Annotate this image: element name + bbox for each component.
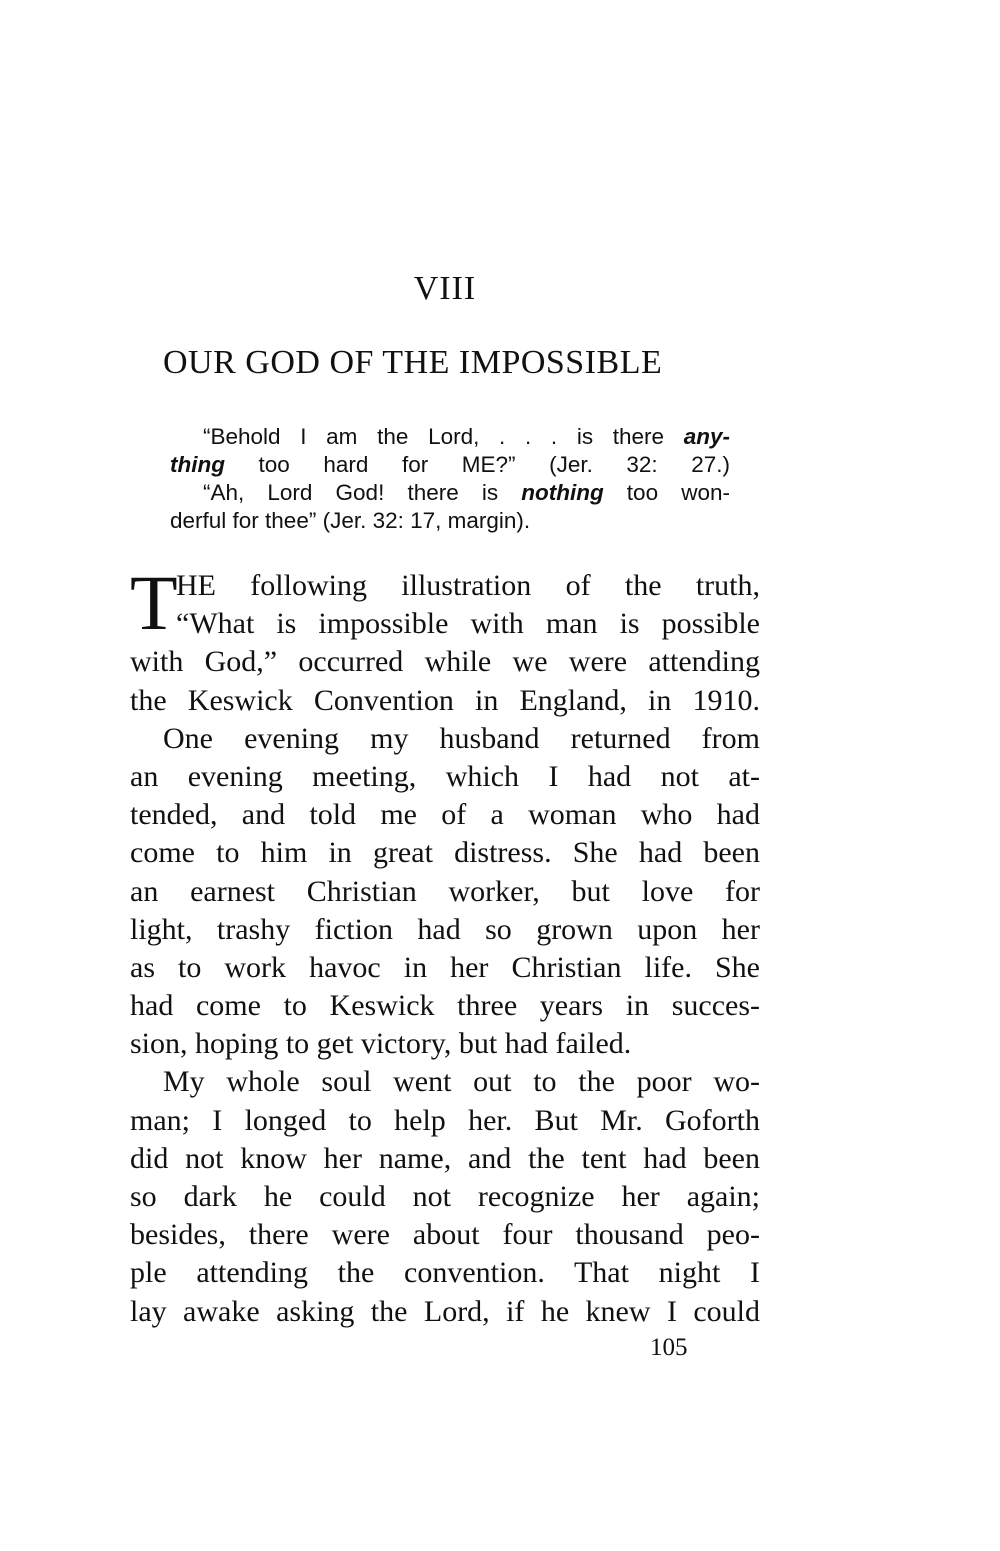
epigraph-line: “Behold I am the Lord, . . . is there any- — [203, 424, 730, 449]
epigraph-line: derful for thee” (Jer. 32: 17, margin). — [170, 508, 531, 533]
paragraph-2-line: One evening my husband returned from — [163, 721, 760, 755]
chapter-number: VIII — [413, 270, 477, 307]
chapter-title: OUR GOD OF THE IMPOSSIBLE — [163, 344, 663, 381]
epigraph-emphasis: nothing — [521, 480, 604, 505]
paragraph-2-line: an earnest Christian worker, but love for — [130, 874, 760, 908]
paragraph-1-line: “What is impossible with man is possible — [176, 607, 760, 641]
paragraph-1-line: HE following illustration of the truth, — [176, 569, 760, 602]
paragraph-3-line: so dark he could not recognize her again; — [130, 1180, 760, 1213]
paragraph-2-line: light, trashy fiction had so grown upon her — [130, 912, 760, 946]
epigraph — [170, 423, 730, 535]
paragraph-3-line: did not know her name, and the tent had been — [130, 1141, 760, 1175]
paragraph-3-line: My whole soul went out to the poor wo- — [163, 1065, 760, 1099]
drop-cap: T — [130, 559, 178, 646]
paragraph-1-line: the Keswick Convention in England, in 1910. — [130, 683, 760, 717]
page-number: 105 — [650, 1334, 688, 1361]
paragraph-2-line: come to him in great distress. She had been — [130, 836, 760, 870]
body-text — [130, 559, 760, 1331]
epigraph-line: thing too hard for ME?” (Jer. 32: 27.) — [170, 452, 730, 477]
paragraph-3-line: man; I longed to help her. But Mr. Goforth — [130, 1103, 760, 1137]
epigraph-line: “Ah, Lord God! there is nothing too won- — [203, 480, 730, 505]
paragraph-1-line: with God,” occurred while we were attending — [130, 645, 760, 679]
paragraph-3-line: lay awake asking the Lord, if he knew I could — [130, 1294, 760, 1328]
paragraph-2-line: as to work havoc in her Christian life. She — [130, 950, 760, 984]
paragraph-2-line: sion, hoping to get victory, but had failed. — [130, 1027, 632, 1061]
paragraph-3-line: besides, there were about four thousand peo- — [130, 1218, 760, 1252]
paragraph-2-line: tended, and told me of a woman who had — [130, 798, 760, 832]
paragraph-2-line: had come to Keswick three years in succes- — [130, 989, 760, 1023]
paragraph-3-line: ple attending the convention. That night I — [130, 1256, 760, 1290]
epigraph-emphasis: thing — [170, 452, 225, 477]
paragraph-2-line: an evening meeting, which I had not at- — [130, 759, 760, 793]
epigraph-emphasis: any- — [683, 424, 730, 449]
